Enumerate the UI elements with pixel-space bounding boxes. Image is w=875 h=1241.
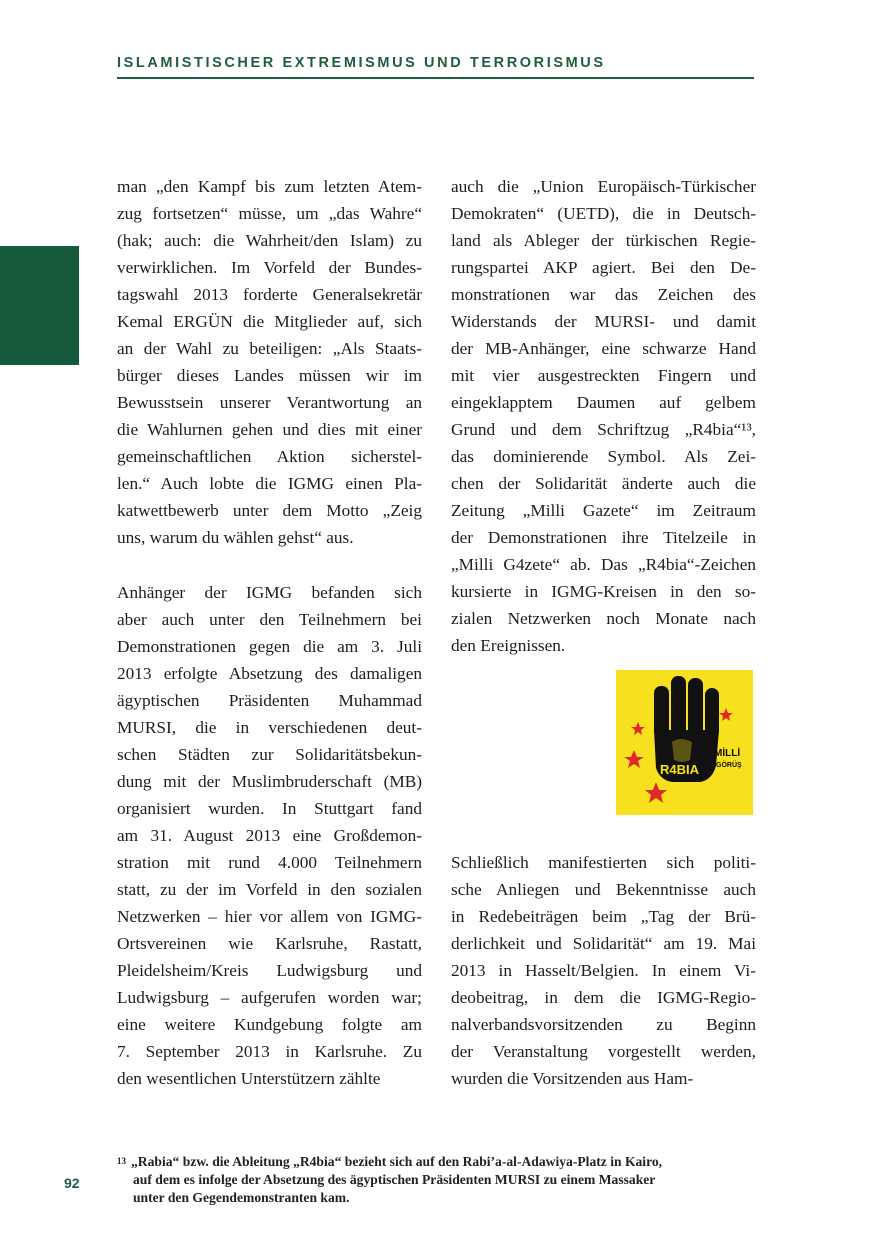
text-line: ägyptischen Präsidenten Muhammad [117, 691, 422, 710]
text-line: uns, warum du wählen gehst“ aus. [117, 528, 354, 547]
footnote-line [117, 1153, 757, 1171]
text-line: rungspartei AKP agiert. Bei den De- [451, 258, 756, 277]
text-line: der MB-Anhänger, eine schwarze Hand [451, 339, 756, 358]
text-line: den Ereignissen. [451, 636, 566, 655]
text-line: mit vier ausgestreckten Fingern und [451, 366, 756, 385]
footnote-line: unter den Gegendemonstranten kam. [133, 1190, 350, 1205]
text-line: „Milli G4zete“ ab. Das „R4bia“-Zeichen [451, 555, 756, 574]
text-line: am 31. August 2013 eine Großdemon- [117, 826, 422, 845]
star-icon [631, 722, 645, 735]
text-line: in Redebeiträgen beim „Tag der Brü- [451, 907, 756, 926]
text-line: organisiert wurden. In Stuttgart fand [117, 799, 422, 818]
text-line: 7. September 2013 in Karlsruhe. Zu [117, 1042, 422, 1061]
footnote-marker: 13 [117, 1156, 126, 1166]
text-line: chen der Solidarität änderte auch die [451, 474, 756, 493]
text-line: Grund und dem Schriftzug „R4bia“¹³, [451, 420, 756, 439]
text-line: Netzwerken – hier vor allem von IGMG- [117, 907, 422, 926]
text-line: len.“ Auch lobte die IGMG einen Pla- [117, 474, 422, 493]
text-line: Kemal ERGÜN die Mitglieder auf, sich [117, 312, 422, 331]
right-column-paragraph-1 [451, 173, 756, 659]
text-line: monstrationen war das Zeichen des [451, 285, 756, 304]
text-line: bürger dieses Landes müssen wir im [117, 366, 422, 385]
left-column-paragraph-2 [117, 579, 422, 1092]
text-line: die Wahlurnen gehen und dies mit einer [117, 420, 422, 439]
text-line: auch die „Union Europäisch-Türkischer [451, 177, 756, 196]
rabia-milli-gorus-logo [616, 670, 753, 815]
text-line: schen Städten zur Solidaritätsbekun- [117, 745, 422, 764]
page-header-title: ISLAMISTISCHER EXTREMISMUS UND TERRORISMUS [117, 55, 606, 71]
chapter-side-tab [0, 246, 79, 365]
text-line: kursierte in IGMG-Kreisen in den so- [451, 582, 756, 601]
text-line: 2013 erfolgte Absetzung des damaligen [117, 664, 422, 683]
footnote-line: auf dem es infolge der Absetzung des ägyptischen Präsidenten MURSI zu einem Massaker [133, 1172, 656, 1187]
text-line: Ludwigsburg – aufgerufen worden war; [117, 988, 422, 1007]
text-line: eine weitere Kundgebung folgte am [117, 1015, 422, 1034]
text-line: an der Wahl zu beteiligen: „Als Staats- [117, 339, 422, 358]
text-line: stration mit rund 4.000 Teilnehmern [117, 853, 422, 872]
text-line: verwirklichen. Im Vorfeld der Bundes- [117, 258, 422, 277]
text-line: das dominierende Symbol. Als Zei- [451, 447, 756, 466]
text-line: Bewusstsein unserer Verantwortung an [117, 393, 422, 412]
text-line: man „den Kampf bis zum letzten Atem- [117, 177, 422, 196]
logo-milli-text: MİLLİ [714, 748, 741, 759]
text-line: den wesentlichen Unterstützern zählte [117, 1069, 381, 1088]
text-line: zug fortsetzen“ müsse, um „das Wahre“ [117, 204, 422, 223]
text-line: eingeklapptem Daumen auf gelbem [451, 393, 756, 412]
text-line: Anhänger der IGMG befanden sich [117, 583, 422, 602]
left-column-paragraph-1 [117, 173, 422, 551]
text-line: nalverbandsvorsitzenden zu Beginn [451, 1015, 756, 1034]
footnote-text: „Rabia“ bzw. die Ableitung „R4bia“ bezieht sich auf den Rabi’a-al-Adawiya-Platz in Kairo, [131, 1154, 663, 1169]
text-line: gemeinschaftlichen Aktion sicherstel- [117, 447, 422, 466]
text-line: MURSI, die in verschiedenen deut- [117, 718, 422, 737]
right-column-paragraph-2 [451, 849, 756, 1092]
text-line: Ortsvereinen wie Karlsruhe, Rastatt, [117, 934, 422, 953]
text-line: der Veranstaltung vorgestellt werden, [451, 1042, 756, 1061]
text-line: Schließlich manifestierten sich politi- [451, 853, 756, 872]
text-line: dung mit der Muslimbruderschaft (MB) [117, 772, 422, 791]
text-line: sche Anliegen und Bekenntnisse auch [451, 880, 756, 899]
text-line: 2013 in Hasselt/Belgien. In einem Vi- [451, 961, 756, 980]
text-line: statt, zu der im Vorfeld in den sozialen [117, 880, 422, 899]
logo-gorus-text: GÖRÜŞ [716, 762, 742, 769]
header-divider [117, 77, 754, 79]
text-line: der Demonstrationen ihre Titelzeile in [451, 528, 756, 547]
star-icon [645, 782, 667, 803]
text-line: Widerstands der MURSI- und damit [451, 312, 756, 331]
text-line: (hak; auch: die Wahrheit/den Islam) zu [117, 231, 422, 250]
text-line: Zeitung „Milli Gazete“ im Zeitraum [451, 501, 756, 520]
text-line: aber auch unter den Teilnehmern bei [117, 610, 422, 629]
page-number: 92 [64, 1175, 80, 1191]
text-line: deobeitrag, in dem die IGMG-Regio- [451, 988, 756, 1007]
text-line: Demonstrationen gegen die am 3. Juli [117, 637, 422, 656]
text-line: Demokraten“ (UETD), die in Deutsch- [451, 204, 756, 223]
text-line: tagswahl 2013 forderte Generalsekretär [117, 285, 422, 304]
text-line: wurden die Vorsitzenden aus Ham- [451, 1069, 694, 1088]
footnote [117, 1153, 757, 1207]
logo-r4bia-text: R4BIA [660, 762, 700, 777]
text-line: derlichkeit und Solidarität“ am 19. Mai [451, 934, 756, 953]
text-line: katwettbewerb unter dem Motto „Zeig [117, 501, 422, 520]
text-line: Pleidelsheim/Kreis Ludwigsburg und [117, 961, 422, 980]
text-line: zialen Netzwerken noch Monate nach [451, 609, 756, 628]
star-icon [719, 708, 733, 721]
text-line: land als Ableger der türkischen Regie- [451, 231, 756, 250]
star-icon [624, 750, 644, 768]
